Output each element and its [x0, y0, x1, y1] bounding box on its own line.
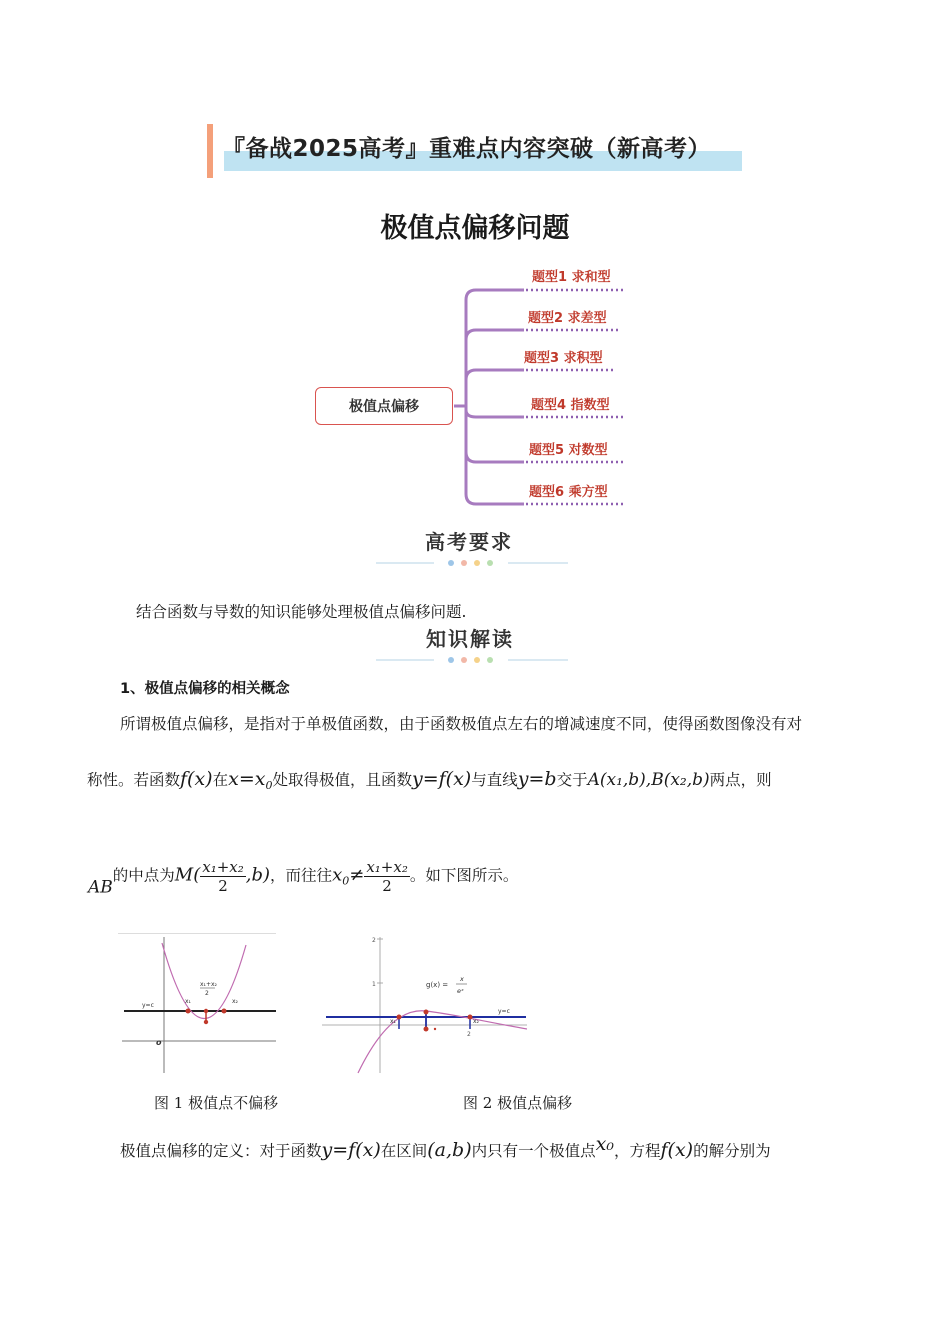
fig1-x2-label: x₂	[232, 998, 238, 1005]
mindmap-connectors	[440, 260, 640, 510]
definition-paragraph: 极值点偏移的定义：对于函数y=f(x)在区间(a,b)内只有一个极值点x₀，方程f(x)的解分别为	[120, 1133, 771, 1161]
fig2-ytick-2: 2	[372, 937, 376, 944]
fig2-line-label: y=c	[498, 1008, 510, 1015]
mindmap-branch-6: 题型6 乘方型	[529, 485, 608, 500]
fig1-mid-den: 2	[205, 990, 209, 997]
fig2-function-den: eˣ	[457, 987, 464, 995]
figure-2-caption: 图 2 极值点偏移	[463, 1094, 573, 1112]
fig1-x1-label: x₁	[185, 998, 191, 1005]
concept-paragraph-3: AB的中点为M( $\frac{\text{x₁+x₂}}{2}$ ,b)，而往往$x_0\ne$ $\frac{\text{x₁+x₂}}{2}$ 。如下图所示。	[88, 858, 519, 898]
figure-2-graph	[322, 933, 527, 1075]
banner-accent-bar	[207, 124, 213, 178]
mindmap-branch-1: 题型1 求和型	[532, 270, 611, 285]
mindmap-branch-2: 题型2 求差型	[528, 311, 607, 326]
fig2-xtick-2: 2	[467, 1031, 471, 1038]
section-divider	[376, 557, 568, 569]
fig1-origin-label: o	[156, 1038, 162, 1047]
section-heading-requirement: 高考要求	[425, 530, 513, 554]
document-title: 极值点偏移问题	[380, 213, 570, 244]
fig2-function-num: x	[460, 975, 464, 983]
fig2-function-label: g(x) =	[426, 981, 449, 989]
mindmap-root-node: 极值点偏移	[315, 387, 453, 425]
section-divider-2	[376, 654, 568, 666]
fig1-mid-label: x₁+x₂	[200, 981, 217, 988]
figure-1-graph	[118, 933, 278, 1075]
section-heading-knowledge: 知识解读	[426, 627, 514, 651]
requirement-text: 结合函数与导数的知识能够处理极值点偏移问题.	[136, 603, 467, 621]
mindmap-branch-3: 题型3 求积型	[524, 351, 603, 366]
concept-paragraph-2: 称性。若函数f(x)在$x=x_0$处取得极值，且函数y=f(x)与直线y=b交于A(x₁,b),B(x₂,b)两点，则	[87, 768, 772, 793]
concept-paragraph-1: 所谓极值点偏移，是指对于单极值函数，由于函数极值点左右的增减速度不同，使得函数图像没有对	[120, 715, 803, 733]
mindmap-branch-4: 题型4 指数型	[531, 398, 610, 413]
fig2-ytick-1: 1	[372, 981, 376, 988]
fig1-line-label: y=c	[142, 1002, 154, 1009]
banner-title: 『备战2025高考』重难点内容突破（新高考）	[222, 136, 712, 162]
fig2-x1-label: x₁	[390, 1018, 396, 1025]
concept-heading: 1、极值点偏移的相关概念	[120, 681, 290, 697]
figure-1-caption: 图 1 极值点不偏移	[154, 1094, 279, 1112]
fig2-x2-label: x₂	[473, 1018, 479, 1025]
mindmap-branch-5: 题型5 对数型	[529, 443, 608, 458]
